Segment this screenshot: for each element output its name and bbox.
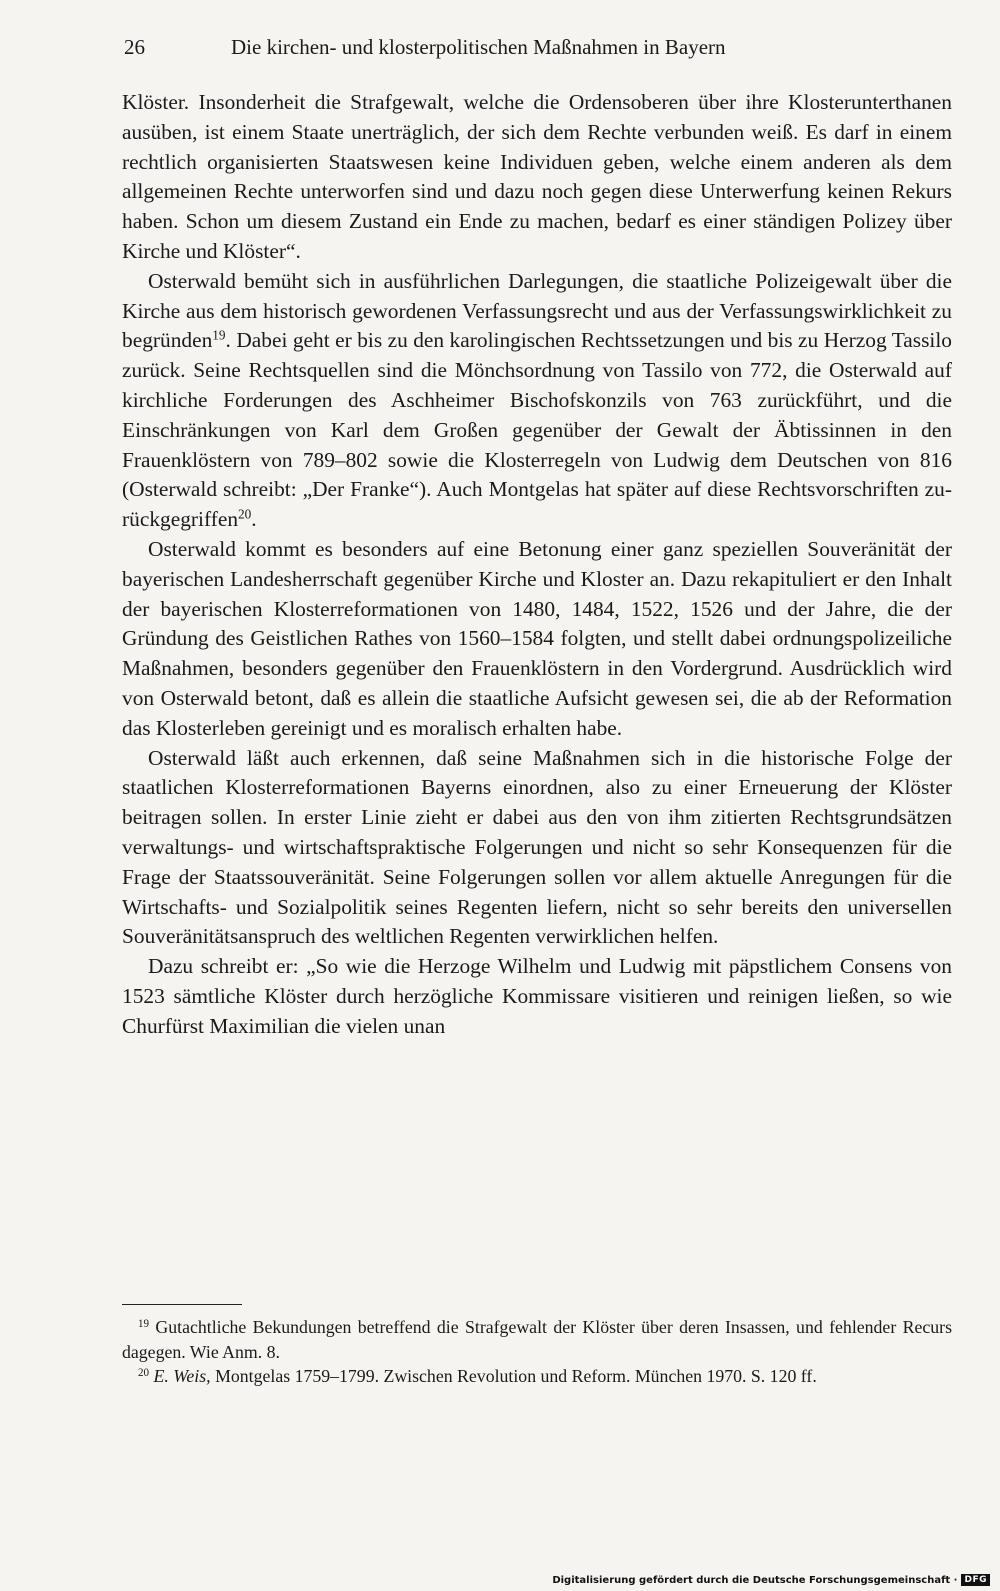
paragraph-2-part-b: . Dabei geht er bis zu den karolingischen Rechtssetzungen und bis zu Herzog Tassilo zurück. Seine Rechtsquellen sind die Mönchsordnung von Tassilo von 772, die Osterwald auf kirchliche Forderungen des Aschheimer Bischofskonzils von 763 zurückführt, und die Einschränkungen von Karl dem Großen gegenüber der Gewalt der Äbtissinnen in den Frauenklöstern von 789–802 sowie die Klosterregeln von Ludwig dem Deutschen von 816 (Osterwald schreibt: „Der Franke“). Auch Montgelas hat später auf diese Rechtsvorschriften zurückgegriffen <box>122 328 952 532</box>
dfg-logo-icon: DFG <box>961 1574 990 1586</box>
footnote-19-text: Gutachtliche Bekundungen betreffend die Strafgewalt der Klöster über deren Insassen, und fehlender Recurs dagegen. Wie Anm. 8. <box>122 1317 952 1362</box>
page-header <box>120 30 950 64</box>
body-text <box>122 88 952 1042</box>
paragraph-4: Osterwald läßt auch erkennen, daß seine Maßnahmen sich in die historische Folge der staatlichen Klosterreformationen Bayerns einordnen, also zu einer Erneuerung der Klöster beitragen sollen. In erster Linie zieht er dabei aus den von ihm zitierten Rechtsgrundsätzen verwaltungs- und wirtschaftspraktische Folgerungen und nicht so sehr Konsequenzen für die Frage der Staatssouveränität. Seine Folgerungen sollen vor allem aktuelle Anregungen für die Wirtschafts- und Sozialpolitik seines Regenten liefern, nicht so sehr bereits den universellen Souveränitätsanspruch des weltlichen Regenten verwirklichen helfen. <box>122 745 952 949</box>
paragraph-1: Klöster. Insonderheit die Strafgewalt, welche die Ordensoberen über ihre Klosterunterthanen ausüben, ist einem Staate unerträglich, der sich dem Rechte verbunden weiß. Es darf in einem rechtlich organisierten Staatswesen keine Individuen geben, welche einem anderen als dem allgemeinen Rechte unterworfen sind und dazu noch gegen diese Unterwerfung keinen Rekurs haben. Schon um diesem Zustand ein Ende zu machen, bedarf es einer ständigen Polizey über Kirche und Klöster“. <box>122 90 952 263</box>
paragraph-5: Dazu schreibt er: „So wie die Herzoge Wilhelm und Ludwig mit päpstlichem Consens von 1523 sämtliche Klöster durch herzögliche Kommissare visitieren und reinigen ließen, so wie Churfürst Maximilian die vielen unan <box>122 954 952 1038</box>
digitization-note: Digitalisierung gefördert durch die Deutsche Forschungsgemeinschaft · <box>552 1574 958 1586</box>
footnote-20 <box>122 1364 952 1389</box>
footnote-ref-19: 19 <box>212 328 226 344</box>
footnote-mark-20: 20 <box>138 1366 150 1379</box>
footnote-19 <box>122 1315 952 1364</box>
footnote-20-text: Montgelas 1759–1799. Zwischen Revolution und Reform. München 1970. S. 120 ff. <box>215 1366 817 1386</box>
footnote-20-author: E. Weis, <box>153 1366 211 1386</box>
footnote-ref-20: 20 <box>238 506 252 522</box>
digitization-credit <box>552 1574 990 1586</box>
running-title: Die kirchen- und klosterpolitischen Maßnahmen in Bayern <box>231 35 726 59</box>
page-number: 26 <box>124 35 145 59</box>
paragraph-2-part-a: Osterwald bemüht sich in ausführlichen Darlegungen, die staatliche Polizeigewalt über die Kirche aus dem historisch gewordenen Verfassungsrecht und aus der Verfassungswirklichkeit zu begründen <box>122 268 952 353</box>
footnote-mark-19: 19 <box>138 1317 150 1330</box>
footnote-divider <box>122 1304 242 1305</box>
paragraph-3: Osterwald kommt es besonders auf eine Betonung einer ganz speziellen Souveränität der bayerischen Landesherrschaft gegenüber Kirche und Kloster an. Dazu rekapituliert er den Inhalt der bayerischen Klosterreformationen von 1480, 1484, 1522, 1526 und der Jahre, die der Gründung des Geistlichen Rathes von 1560–1584 folgten, und stellt dabei ordnungspolizeiliche Maßnahmen, besonders gegenüber den Frauenklöstern in den Vordergrund. Ausdrücklich wird von Osterwald betont, daß es allein die staatliche Aufsicht gewesen sei, die ab der Reformation das Klosterleben gereinigt und es moralisch erhalten habe. <box>122 536 952 740</box>
footnotes <box>122 1315 952 1389</box>
paragraph-2-part-c: . <box>251 507 257 532</box>
paragraph-2 <box>122 267 952 535</box>
